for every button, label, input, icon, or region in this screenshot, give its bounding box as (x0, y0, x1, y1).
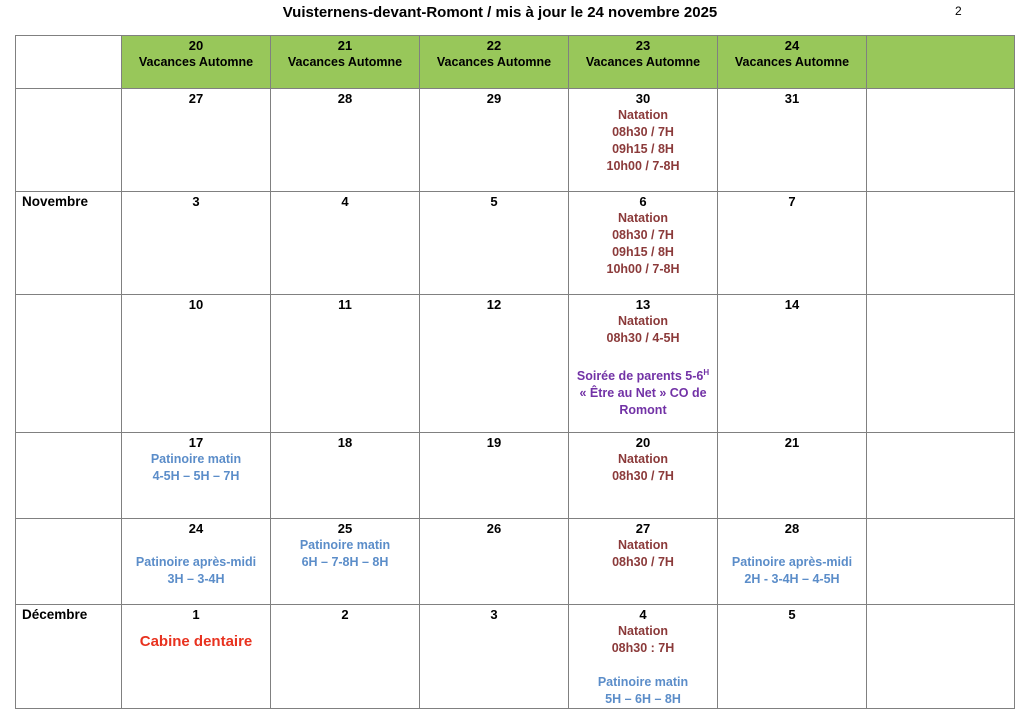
day-cell (420, 36, 569, 89)
day-number: 13 (635, 297, 651, 312)
day-cell (718, 605, 867, 709)
day-number: 20 (188, 38, 204, 53)
day-cell (420, 519, 569, 605)
day-number: 26 (486, 521, 502, 536)
natation-slot: 08h30 / 7H (612, 228, 674, 242)
day-number: 17 (188, 435, 204, 450)
day-cell (271, 433, 420, 519)
day-cell (569, 433, 718, 519)
day-number: 24 (784, 38, 800, 53)
day-number: 31 (784, 91, 800, 106)
day-number: 21 (784, 435, 800, 450)
patinoire-label: Patinoire après-midi (135, 555, 257, 569)
calendar-week-row (16, 295, 1015, 433)
day-cell (420, 192, 569, 295)
day-cell (569, 36, 718, 89)
day-cell (271, 89, 420, 192)
spacer (124, 537, 268, 554)
day-number: 19 (486, 435, 502, 450)
day-number: 11 (338, 297, 352, 312)
day-number: 7 (788, 194, 796, 209)
day-number: 5 (490, 194, 498, 209)
spacer (571, 347, 715, 364)
day-number: 18 (337, 435, 353, 450)
day-number: 28 (784, 521, 800, 536)
day-number: 10 (188, 297, 204, 312)
calendar-week-row (16, 36, 1015, 89)
natation-slot: 10h00 / 7-8H (606, 159, 680, 173)
natation-slot: 08h30 : 7H (611, 641, 675, 655)
empty-cell (867, 36, 1015, 89)
spacer (720, 537, 864, 554)
natation-label: Natation (618, 314, 668, 328)
day-number: 29 (486, 91, 502, 106)
patinoire-label: Patinoire matin (150, 452, 242, 466)
day-number: 14 (784, 297, 800, 312)
day-number: 6 (639, 194, 647, 209)
day-cell (420, 295, 569, 433)
day-cell (122, 605, 271, 709)
day-cell (271, 519, 420, 605)
day-cell (122, 295, 271, 433)
spacer (124, 623, 268, 633)
day-cell (718, 36, 867, 89)
calendar-week-row (16, 89, 1015, 192)
day-cell (420, 89, 569, 192)
day-number: 5 (788, 607, 796, 622)
patinoire-classes: 6H – 7-8H – 8H (301, 555, 389, 569)
parents-evening-title (571, 364, 715, 385)
day-number: 23 (635, 38, 651, 53)
month-label: Décembre (16, 605, 122, 709)
day-number: 27 (188, 91, 204, 106)
calendar-week-row (16, 519, 1015, 605)
day-number: 22 (486, 38, 502, 53)
day-cell (420, 605, 569, 709)
holiday-label: Vacances Automne (436, 55, 552, 69)
day-cell (271, 295, 420, 433)
month-label: Novembre (16, 192, 122, 295)
day-number: 20 (635, 435, 651, 450)
day-number: 25 (337, 521, 353, 536)
empty-cell (867, 433, 1015, 519)
day-cell (122, 89, 271, 192)
natation-label: Natation (618, 624, 668, 638)
day-number: 4 (341, 194, 349, 209)
day-number: 1 (192, 607, 200, 622)
day-number: 27 (635, 521, 651, 536)
day-cell (718, 519, 867, 605)
natation-slot: 08h30 / 7H (612, 555, 674, 569)
day-number: 2 (341, 607, 349, 622)
natation-label: Natation (618, 538, 668, 552)
day-cell (271, 605, 420, 709)
day-cell (122, 36, 271, 89)
patinoire-classes: 5H – 6H – 8H (605, 692, 681, 706)
day-cell (271, 36, 420, 89)
empty-cell (867, 605, 1015, 709)
empty-cell (867, 192, 1015, 295)
natation-slot: 08h30 / 4-5H (606, 331, 680, 345)
day-number: 28 (337, 91, 353, 106)
holiday-label: Vacances Automne (734, 55, 850, 69)
day-cell (718, 89, 867, 192)
patinoire-classes: 2H - 3-4H – 4-5H (744, 572, 840, 586)
patinoire-classes: 3H – 3-4H (167, 572, 225, 586)
day-cell (718, 433, 867, 519)
day-cell (122, 192, 271, 295)
month-cell (16, 519, 122, 605)
calendar-week-row (16, 433, 1015, 519)
holiday-label: Vacances Automne (585, 55, 701, 69)
day-number: 21 (337, 38, 353, 53)
day-cell (271, 192, 420, 295)
page-title: Vuisternens-devant-Romont / mis à jour le 24 novembre 2025 (282, 4, 718, 21)
day-cell (569, 89, 718, 192)
holiday-label: Vacances Automne (138, 55, 254, 69)
day-number: 3 (490, 607, 498, 622)
patinoire-label: Patinoire matin (597, 675, 689, 689)
parents-evening-sup: H (703, 368, 710, 377)
day-cell (569, 192, 718, 295)
day-number: 30 (635, 91, 651, 106)
day-cell (718, 295, 867, 433)
page-number: 2 (955, 4, 962, 18)
natation-label: Natation (618, 108, 668, 122)
day-cell (122, 433, 271, 519)
month-cell (16, 36, 122, 89)
day-cell (420, 433, 569, 519)
day-cell (718, 192, 867, 295)
patinoire-label: Patinoire matin (299, 538, 391, 552)
day-cell (569, 295, 718, 433)
day-cell (122, 519, 271, 605)
month-cell (16, 89, 122, 192)
dental-cabin-event: Cabine dentaire (139, 633, 253, 650)
day-cell (569, 519, 718, 605)
calendar-week-row (16, 192, 1015, 295)
patinoire-label: Patinoire après-midi (731, 555, 853, 569)
day-cell (569, 605, 718, 709)
parents-evening-location: Romont (619, 403, 667, 418)
natation-label: Natation (618, 452, 668, 466)
patinoire-classes: 4-5H – 5H – 7H (152, 469, 240, 483)
day-number: 12 (486, 297, 502, 312)
spacer (571, 657, 715, 674)
day-number: 3 (192, 194, 200, 209)
natation-slot: 09h15 / 8H (612, 142, 674, 156)
holiday-label: Vacances Automne (287, 55, 403, 69)
parents-evening-text: Soirée de parents 5-6 (576, 369, 704, 384)
calendar-table (15, 35, 1015, 709)
month-cell (16, 433, 122, 519)
day-number: 24 (188, 521, 204, 536)
natation-slot: 08h30 / 7H (612, 125, 674, 139)
natation-label: Natation (618, 211, 668, 225)
month-cell (16, 295, 122, 433)
natation-slot: 09h15 / 8H (612, 245, 674, 259)
day-number: 4 (639, 607, 647, 622)
parents-evening-detail: « Être au Net » CO de (579, 386, 707, 401)
empty-cell (867, 295, 1015, 433)
natation-slot: 10h00 / 7-8H (606, 262, 680, 276)
natation-slot: 08h30 / 7H (612, 469, 674, 483)
empty-cell (867, 89, 1015, 192)
empty-cell (867, 519, 1015, 605)
calendar-week-row (16, 605, 1015, 709)
